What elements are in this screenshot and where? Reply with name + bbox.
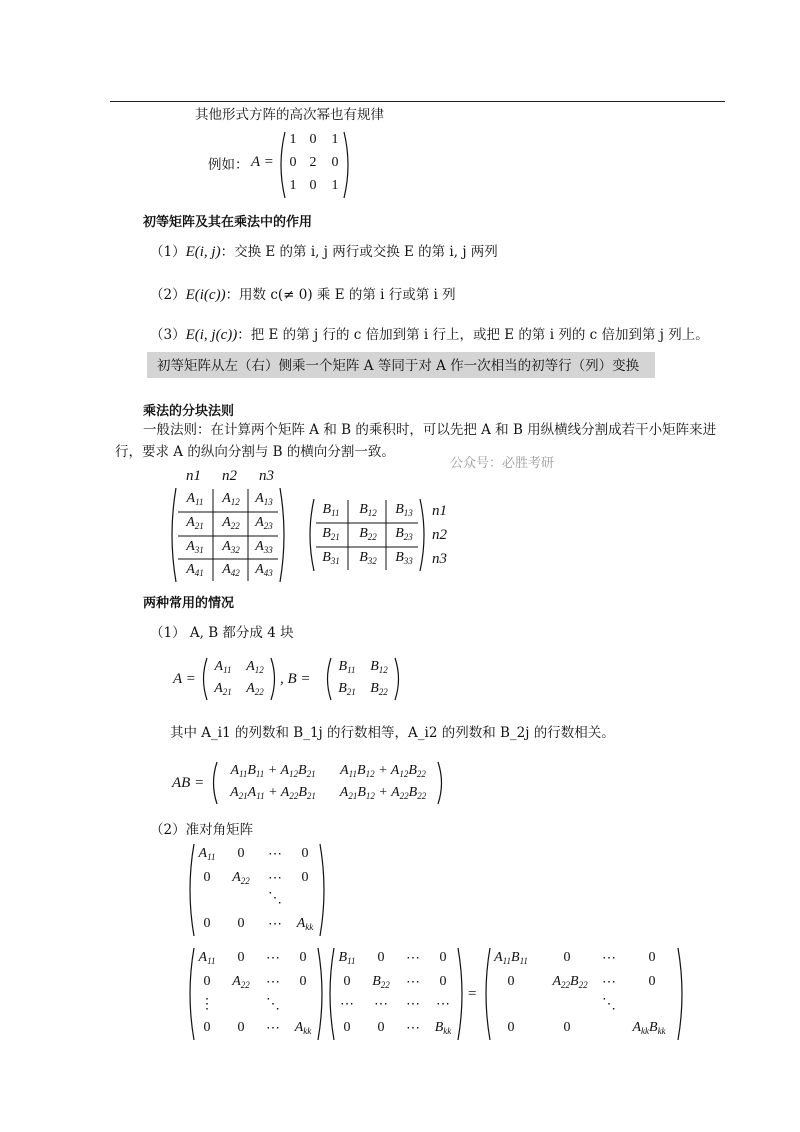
matrix-cell: 0 [299,950,307,965]
block-a-cell: $A_{42}$ [222,562,240,578]
matrix-cell: $A_{21}$ [214,681,232,697]
block-a-cell: $A_{23}$ [255,515,273,531]
matrix-cell: 0 [237,916,245,931]
matrix-cell: ⋱ [266,997,280,1012]
matrix-cell: $A_{21}A_{11} + A_{22}B_{21}$ [230,785,316,801]
matrix-cell: 0 [648,974,656,989]
matrix-cell: $B_{kk}$ [434,1020,452,1036]
block-b-cell: $B_{13}$ [395,502,413,518]
matrix-cell: 1 [331,178,339,193]
block-a-cell: $A_{43}$ [255,562,273,578]
heading-elementary: 初等矩阵及其在乘法中的作用 [143,215,313,230]
matrix-cell: 0 [237,846,245,861]
matrix-cell: 0 [203,916,211,931]
example-matrix-a [277,130,352,200]
row-label-n1: n1 [432,503,447,519]
block-b-cell: $B_{23}$ [395,526,413,542]
item1-math: E(i, j) [185,244,221,260]
diag-product-result [482,946,686,1042]
item3-math: E(i, j(c)) [185,327,238,343]
block-a-cell: $A_{31}$ [186,539,204,555]
block-a-cell: $A_{11}$ [186,491,204,507]
matrix-cell: $A_{22}$ [246,681,264,697]
row-label-n2: n2 [432,527,447,543]
matrix-cell: ⋯ [340,997,354,1012]
block-a-cell: $A_{32}$ [222,539,240,555]
matrix-cell: 0 [507,974,515,989]
matrix-cell: 0 [331,155,339,170]
matrix-cell: ⋯ [436,997,450,1012]
matrix-cell: $B_{12}$ [370,659,388,675]
matrix-cell: $B_{22}$ [370,681,388,697]
block-a-cell: $A_{41}$ [186,562,204,578]
matrix-cell: 0 [301,870,309,885]
matrix-cell: ⋯ [602,975,616,990]
matrix-cell: $A_{11}$ [198,846,216,862]
matrix-cell: 2 [309,155,317,170]
col-label-n3: n3 [259,468,274,484]
matrix-cell: $A_{kk}B_{kk}$ [632,1020,666,1036]
case2-label: （2）准对角矩阵 [150,822,254,838]
item1-text: ：交换 E 的第 i, j 两行或交换 E 的第 i, j 两列 [220,244,498,260]
block-b-cell: $B_{11}$ [322,502,340,518]
heading-two-cases: 两种常用的情况 [143,596,235,611]
matrix-cell: ⋯ [266,1021,280,1036]
block-b-cell: $B_{31}$ [322,550,340,566]
item3-num: （3） [150,327,186,343]
case1-b-eq: , B = [280,671,311,687]
matrix-cell: $A_{22}$ [232,974,250,990]
case1-a-eq: A = [173,671,196,687]
ab-eq: AB = [172,775,205,791]
matrix-cell: ⋯ [406,1021,420,1036]
matrix-cell: 0 [563,950,571,965]
matrix-cell: $A_{11}B_{11} + A_{12}B_{21}$ [230,763,316,779]
equals-sign: = [468,986,477,1002]
matrix-cell: 1 [331,132,339,147]
matrix-cell: ⋯ [374,997,388,1012]
matrix-cell: 0 [203,1020,211,1035]
matrix-cell: $B_{11}$ [338,659,356,675]
matrix-cell: 0 [343,1020,351,1035]
matrix-cell: $A_{kk}$ [294,1020,312,1036]
block-b-cell: $B_{22}$ [359,526,377,542]
matrix-cell: 0 [563,1020,571,1035]
block-b-cell: $B_{12}$ [359,502,377,518]
matrix-cell: 0 [439,974,447,989]
matrix-cell: 0 [203,974,211,989]
matrix-cell: $A_{21}B_{12} + A_{22}B_{22}$ [339,785,427,801]
matrix-cell: 0 [377,950,385,965]
highlight-text: 初等矩阵从左（右）侧乘一个矩阵 A 等同于对 A 作一次相当的初等行（列）变换 [157,358,640,374]
matrix-cell: 0 [648,950,656,965]
matrix-cell: ⋯ [266,975,280,990]
matrix-cell: 1 [289,132,297,147]
col-label-n2: n2 [222,468,237,484]
matrix-cell: 0 [203,870,211,885]
matrix-cell: ⋱ [268,891,282,906]
matrix-cell: 1 [289,178,297,193]
watermark: 公众号：必胜考研 [450,456,555,471]
matrix-cell: 0 [289,155,297,170]
matrix-cell: 0 [237,950,245,965]
matrix-cell: ⋯ [268,917,282,932]
case1-label: （1） A, B 都分成 4 块 [150,625,294,641]
block-a-cell: $A_{13}$ [255,491,273,507]
block-a-cell: $A_{33}$ [255,539,273,555]
case1-matrix-a [200,656,278,702]
matrix-cell: $A_{11}$ [198,950,216,966]
matrix-cell: $B_{21}$ [338,681,356,697]
matrix-cell: $B_{11}$ [338,950,356,966]
diag-product-a [186,946,326,1042]
matrix-cell: ⋯ [266,951,280,966]
matrix-cell: $A_{11}$ [214,659,232,675]
matrix-cell: 0 [237,1020,245,1035]
example-label: 例如： [208,157,249,173]
matrix-cell: ⋯ [406,975,420,990]
matrix-cell: $A_{22}$ [232,870,250,886]
item2-text: ：用数 c(≠ 0) 乘 E 的第 i 行或第 i 列 [225,287,456,303]
matrix-cell: ⋮ [200,997,214,1012]
block-a-cell: $A_{21}$ [186,515,204,531]
matrix-cell: 0 [309,132,317,147]
ab-matrix [210,760,445,806]
matrix-cell: 0 [439,950,447,965]
matrix-a-eq: A = [251,154,274,170]
block-b-cell: $B_{32}$ [359,550,377,566]
matrix-cell: $A_{12}$ [246,659,264,675]
matrix-cell: ⋯ [268,847,282,862]
matrix-cell: ⋯ [268,871,282,886]
case1-relation: 其中 A_i1 的列数和 B_1j 的行数相等，A_i2 的列数和 B_2j 的行数相关。 [170,725,615,741]
diag-matrix [186,842,328,938]
header-rule [110,101,725,102]
matrix-cell: $A_{22}B_{22}$ [552,974,588,990]
matrix-cell: 0 [377,1020,385,1035]
matrix-cell: 0 [301,846,309,861]
item2 [150,286,456,304]
block-b-cell: $B_{21}$ [322,526,340,542]
diag-product-b [326,946,466,1042]
matrix-cell: 0 [299,974,307,989]
matrix-cell: ⋯ [406,997,420,1012]
block-a-cell: $A_{22}$ [222,515,240,531]
item1 [150,243,498,261]
matrix-cell: ⋯ [406,951,420,966]
block-b-cell: $B_{33}$ [395,550,413,566]
matrix-cell: ⋯ [602,951,616,966]
heading-block: 乘法的分块法则 [143,404,235,419]
matrix-cell: $A_{11}B_{12} + A_{12}B_{22}$ [340,763,426,779]
row-label-n3: n3 [432,551,447,567]
case1-matrix-b [324,656,402,702]
item3 [150,326,709,344]
matrix-cell: $A_{kk}$ [296,916,314,932]
item2-num: （2） [150,287,186,303]
block-text-line2: 行，要求 A 的纵向分割与 B 的横向分割一致。 [115,444,395,460]
item1-num: （1） [150,244,186,260]
matrix-cell: $B_{22}$ [372,974,390,990]
matrix-cell: $A_{11}B_{11}$ [494,950,528,966]
item2-math: E(i(c)) [185,287,226,303]
block-matrix-a [168,486,288,584]
matrix-cell: 0 [309,178,317,193]
matrix-cell: 0 [343,974,351,989]
item3-text: ：把 E 的第 j 行的 c 倍加到第 i 行上，或把 E 的第 i 列的 c 倍加到第 j 列上。 [237,327,709,343]
col-label-n1: n1 [186,468,201,484]
block-a-cell: $A_{12}$ [222,491,240,507]
matrix-cell: 0 [507,1020,515,1035]
block-text-line1: 一般法则：在计算两个矩阵 A 和 B 的乘积时，可以先把 A 和 B 用纵横线分割成若干小矩阵来进 [143,422,717,438]
matrix-cell: ⋱ [602,997,616,1012]
intro-text: 其他形式方阵的高次幂也有规律 [195,107,384,123]
block-matrix-b [306,497,428,573]
